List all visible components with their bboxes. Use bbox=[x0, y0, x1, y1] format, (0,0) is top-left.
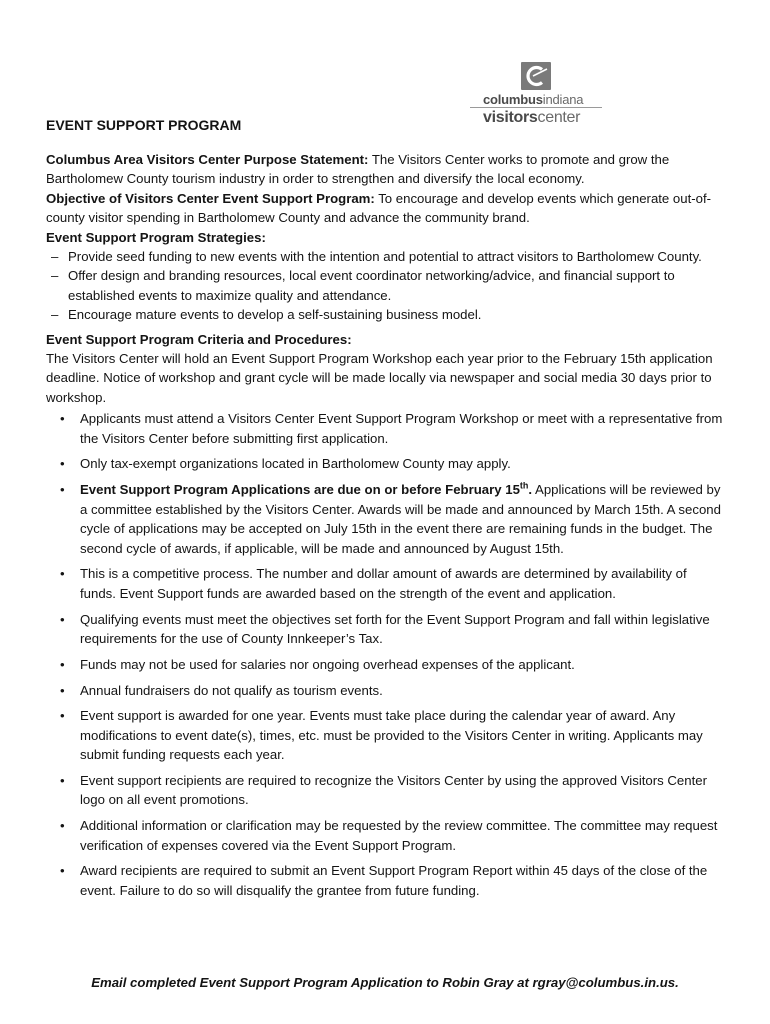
purpose-label: Columbus Area Visitors Center Purpose Statement: bbox=[46, 152, 369, 167]
criteria-item: • Event support is awarded for one year. Events must take place during the calendar year of award. Any modifications to event date(s), times, etc. must be provided to the Visitors Center in writing. Applicants may submit funding requests each year. bbox=[46, 706, 726, 764]
deadline-details: Applications will be reviewed by a committee established by the Visitors Center. Awards will be made and announced by March 15th. A second cycle of applications may be accepted on July 15th in the event there are remaining funds in the budget. The second cycle of awards, if applicable, will be made and announced by August 15th. bbox=[80, 482, 721, 556]
objective-statement bbox=[46, 189, 726, 228]
criteria-item: • Qualifying events must meet the objectives set forth for the Event Support Program and fall within legislative requirements for the use of County Innkeeper’s Tax. bbox=[46, 610, 726, 649]
logo-wordmark-columbusindiana: columbusindiana bbox=[483, 92, 584, 107]
criteria-item: • Only tax-exempt organizations located in Bartholomew County may apply. bbox=[46, 454, 726, 473]
logo-wordmark-visitorscenter: visitorscenter bbox=[483, 109, 581, 126]
deadline-period: . bbox=[528, 482, 533, 498]
page-title: EVENT SUPPORT PROGRAM bbox=[46, 117, 242, 133]
strategy-item: – Offer design and branding resources, local event coordinator networking/advice, and financial support to established events to maximize quality and attendance. bbox=[46, 266, 726, 305]
objective-label: Objective of Visitors Center Event Support Program: bbox=[46, 190, 375, 206]
strategies-section bbox=[46, 228, 726, 325]
criteria-item: • Event support recipients are required to recognize the Visitors Center by using the approved Visitors Center logo on all event promotions. bbox=[46, 771, 726, 810]
strategies-heading: Event Support Program Strategies: bbox=[46, 229, 266, 245]
objective-text: To encourage and develop events which generate out-of-county visitor spending in Bartholomew County and advance the community brand. bbox=[46, 190, 712, 226]
criteria-item-deadline bbox=[46, 480, 726, 558]
strategies-list bbox=[46, 247, 726, 325]
criteria-list bbox=[46, 409, 726, 900]
deadline-text: Event Support Program Applications are due on or before February 15 bbox=[80, 482, 520, 498]
purpose-statement bbox=[46, 150, 726, 189]
criteria-item: • Annual fundraisers do not qualify as tourism events. bbox=[46, 681, 726, 700]
strategy-item: – Encourage mature events to develop a self-sustaining business model. bbox=[46, 305, 726, 324]
purpose-text: The Visitors Center works to promote and grow the Bartholomew County tourism industry in order to strengthen and diversify the local economy. bbox=[46, 152, 670, 187]
visitors-center-logo bbox=[470, 60, 602, 128]
submission-instruction: Email completed Event Support Program Application to Robin Gray at rgray@columbus.in.us. bbox=[91, 975, 679, 991]
columbus-c-logo-icon bbox=[521, 62, 551, 90]
criteria-item: • Funds may not be used for salaries nor ongoing overhead expenses of the applicant. bbox=[46, 655, 726, 674]
criteria-item: • Award recipients are required to submit an Event Support Program Report within 45 days of the close of the event. Failure to do so will disqualify the grantee from future funding. bbox=[46, 861, 726, 900]
strategy-item: – Provide seed funding to new events with the intention and potential to attract visitors to Bartholomew County. bbox=[46, 247, 726, 266]
document-body bbox=[46, 150, 726, 907]
criteria-item: • This is a competitive process. The number and dollar amount of awards are determined by availability of funds. Event Support funds are awarded based on the strength of the event and application. bbox=[46, 564, 726, 603]
criteria-intro: The Visitors Center will hold an Event Support Program Workshop each year prior to the February 15th application deadline. Notice of workshop and grant cycle will be made locally via newspaper and social media 30 days prior to workshop. bbox=[46, 351, 713, 405]
criteria-heading: Event Support Program Criteria and Procedures: bbox=[46, 331, 352, 347]
deadline-ordinal: th bbox=[519, 480, 529, 491]
criteria-section bbox=[46, 330, 726, 900]
criteria-item: • Applicants must attend a Visitors Center Event Support Program Workshop or meet with a representative from the Visitors Center before submitting first application. bbox=[46, 409, 726, 448]
criteria-item: • Additional information or clarification may be requested by the review committee. The committee may request verification of expenses covered via the Event Support Program. bbox=[46, 816, 726, 855]
